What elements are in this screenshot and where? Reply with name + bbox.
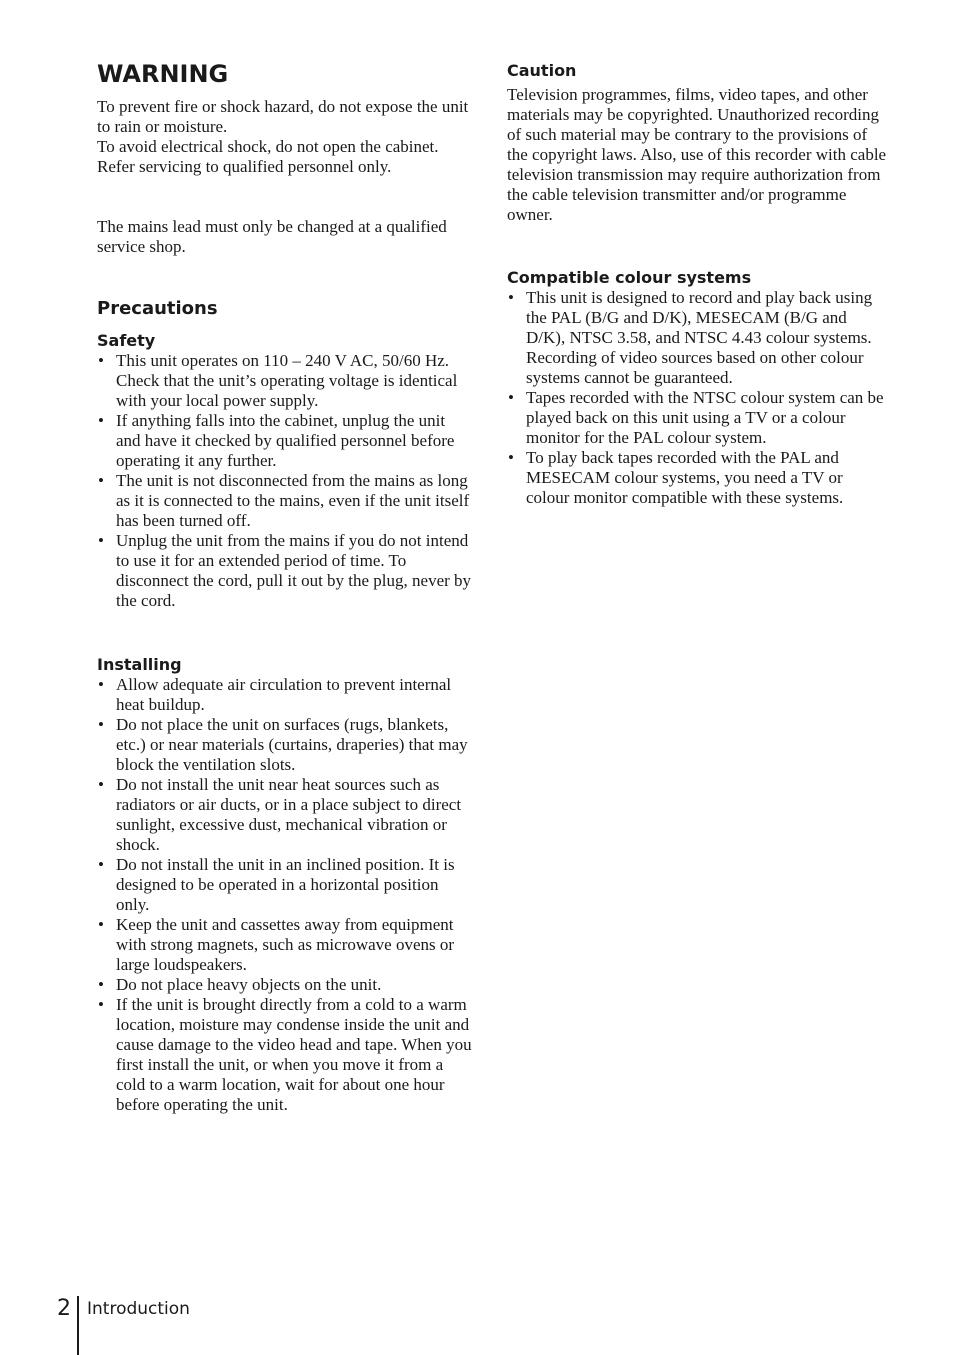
mains-lead-note	[97, 217, 472, 257]
list-item: • If anything falls into the cabinet, unplug the unit and have it checked by qualified personnel before operating it any further.	[98, 411, 455, 470]
page-number: 2	[57, 1296, 71, 1321]
footer-divider	[77, 1296, 79, 1355]
installing-list	[97, 675, 472, 1115]
caution-text: Television programmes, films, video tapes, and other materials may be copyrighted. Unauthorized recording of such material may be contrary to the provisions of the copyright laws. Also, use of this recorder with cable television transmission may require authorization from the cable television transmitter and/or programme owner.	[507, 85, 887, 224]
bullet-icon: •	[98, 471, 104, 490]
list-item: • Do not place the unit on surfaces (rugs, blankets, etc.) or near materials (curtains, draperies) that may block the ventilation slots.	[98, 715, 468, 774]
precautions-heading: Precautions	[97, 298, 218, 319]
list-item: • The unit is not disconnected from the mains as long as it is connected to the mains, even if the unit itself has been turned off.	[98, 471, 470, 530]
bullet-icon: •	[98, 775, 104, 794]
section-label: Introduction	[87, 1299, 190, 1319]
list-item: • Do not place heavy objects on the unit.	[98, 975, 382, 994]
list-item: • To play back tapes recorded with the PAL and MESECAM colour systems, you need a TV or colour monitor compatible with these systems.	[508, 448, 844, 507]
safety-list	[97, 351, 472, 611]
list-item: • Do not install the unit near heat sources such as radiators or air ducts, or in a place subject to direct sunlight, excessive dust, mechanical vibration or shock.	[98, 775, 462, 854]
bullet-icon: •	[508, 448, 514, 467]
warning-text	[97, 97, 472, 177]
bullet-icon: •	[98, 995, 104, 1014]
bullet-icon: •	[98, 855, 104, 874]
warning-paragraph-3: The mains lead must only be changed at a qualified service shop.	[97, 217, 447, 256]
bullet-icon: •	[98, 531, 104, 550]
list-item: • Unplug the unit from the mains if you do not intend to use it for an extended period of time. To disconnect the cord, pull it out by the plug, never by the cord.	[98, 531, 472, 610]
bullet-icon: •	[98, 975, 104, 994]
list-item: • Allow adequate air circulation to prevent internal heat buildup.	[98, 675, 452, 714]
list-item: • Tapes recorded with the NTSC colour system can be played back on this unit using a TV or a colour monitor for the PAL colour system.	[508, 388, 884, 447]
bullet-icon: •	[98, 675, 104, 694]
warning-heading: WARNING	[97, 60, 229, 88]
bullet-icon: •	[98, 351, 104, 370]
list-item: • This unit operates on 110 – 240 V AC, 50/60 Hz. Check that the unit’s operating voltage is identical with your local power supply.	[98, 351, 458, 410]
caution-heading: Caution	[507, 61, 577, 80]
colour-systems-heading: Compatible colour systems	[507, 268, 752, 287]
list-item: • Do not install the unit in an inclined position. It is designed to be operated in a horizontal position only.	[98, 855, 455, 914]
warning-paragraph-1: To prevent fire or shock hazard, do not expose the unit to rain or moisture.	[97, 97, 469, 136]
warning-paragraph-2: To avoid electrical shock, do not open the cabinet. Refer servicing to qualified personnel only.	[97, 137, 439, 176]
list-item: • This unit is designed to record and play back using the PAL (B/G and D/K), MESECAM (B/G and D/K), NTSC 3.58, and NTSC 4.43 colour systems. Recording of video sources based on other colour systems cannot be guaranteed.	[508, 288, 873, 387]
list-item: • Keep the unit and cassettes away from equipment with strong magnets, such as microwave ovens or large loudspeakers.	[98, 915, 455, 974]
installing-heading: Installing	[97, 655, 182, 674]
bullet-icon: •	[98, 411, 104, 430]
colour-systems-list	[507, 288, 887, 508]
bullet-icon: •	[508, 388, 514, 407]
bullet-icon: •	[98, 915, 104, 934]
safety-heading: Safety	[97, 331, 156, 350]
bullet-icon: •	[508, 288, 514, 307]
list-item: • If the unit is brought directly from a cold to a warm location, moisture may condense inside the unit and cause damage to the video head and tape. When you first install the unit, or when you move it from a cold to a warm location, wait for about one hour before operating the unit.	[98, 995, 472, 1114]
bullet-icon: •	[98, 715, 104, 734]
